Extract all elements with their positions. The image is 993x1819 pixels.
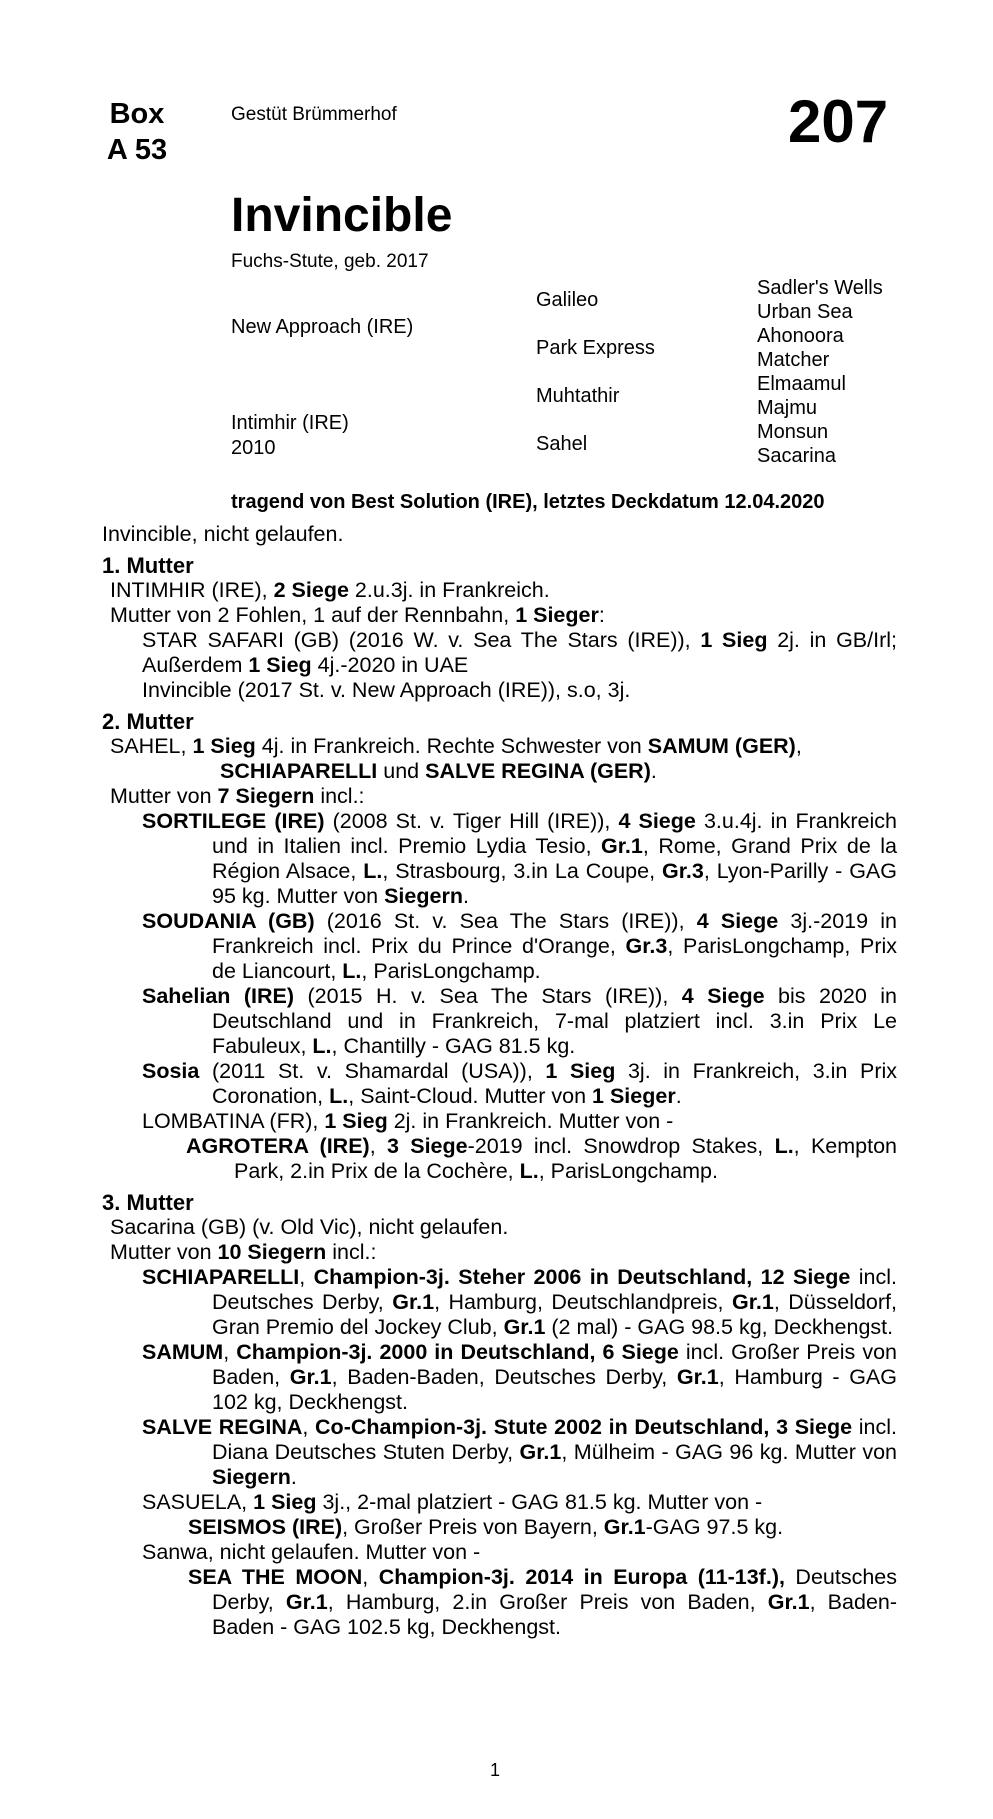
produce-item: SORTILEGE (IRE) (2008 St. v. Tiger Hill (IRE)), 4 Siege 3.u.4j. in Frankreich und in Italien incl. Premio Lydia Tesio, Gr.1, Rome, Grand Prix de la Région Alsace, L., Strasbourg, 3.in La Coupe, Gr.3, Lyon-Parilly - GAG 95 kg. Mutter von Siegern.: [142, 809, 897, 908]
pedigree-dam: Intimhir (IRE): [231, 412, 349, 434]
pedigree-gen3: Majmu: [757, 397, 818, 419]
produce-item: SOUDANIA (GB) (2016 St. v. Sea The Stars (IRE)), 4 Siege 3j.-2019 in Frankreich incl. Prix du Prince d'Orange, Gr.3, ParisLongchamp, Prix de Liancourt, L., ParisLongchamp.: [142, 909, 897, 983]
pregnancy-note: tragend von Best Solution (IRE), letztes Deckdatum 12.04.2020: [231, 491, 825, 513]
horse-name: Invincible: [231, 189, 453, 242]
third-dam-produce: Mutter von 10 Siegern incl.:: [110, 1240, 377, 1264]
stud-name: Gestüt Brümmerhof: [231, 104, 397, 125]
page-number: 1: [490, 1760, 501, 1780]
pedigree-gen2: Galileo: [536, 289, 599, 311]
produce-item: Sosia (2011 St. v. Shamardal (USA)), 1 Sieg 3j. in Frankreich, 3.in Prix Coronation, L., Saint-Cloud. Mutter von 1 Sieger.: [142, 1059, 898, 1108]
produce-item: SASUELA, 1 Sieg 3j., 2-mal platziert - GAG 81.5 kg. Mutter von -: [142, 1490, 763, 1514]
pedigree-sire: New Approach (IRE): [231, 316, 414, 338]
pedigree-gen3: Elmaamul: [757, 373, 846, 395]
second-dam-line: SAHEL, 1 Sieg 4j. in Frankreich. Rechte Schwester von SAMUM (GER), SCHIAPARELLI und SALVE REGINA (GER).: [110, 734, 802, 783]
family-text: [102, 522, 897, 1640]
first-dam-produce-item: STAR SAFARI (GB) (2016 W. v. Sea The Stars (IRE)), 1 Sieg 2j. in GB/Irl; Außerdem 1 Sieg 4j.-2020 in UAE: [142, 628, 897, 677]
racing-record: Invincible, nicht gelaufen.: [102, 522, 344, 546]
pedigree-gen2: Sahel: [536, 433, 588, 455]
box-label: [102, 96, 172, 168]
pedigree-gen3: Sacarina: [757, 445, 836, 467]
pedigree-gen3: Urban Sea: [757, 301, 853, 323]
pedigree-gen2: Muhtathir: [536, 385, 620, 407]
produce-item: Sanwa, nicht gelaufen. Mutter von -: [142, 1540, 481, 1564]
first-dam-produce-item: Invincible (2017 St. v. New Approach (IRE)), s.o, 3j.: [142, 678, 631, 702]
pedigree-gen3: Monsun: [757, 421, 829, 443]
produce-item: SCHIAPARELLI, Champion-3j. Steher 2006 in Deutschland, 12 Siege incl. Deutsches Derby, Gr.1, Hamburg, Deutschlandpreis, Gr.1, Düsseldorf, Gran Premio del Jockey Club, Gr.1 (2 mal) - GAG 98.5 kg, Deckhengst.: [142, 1265, 897, 1339]
produce-item: SEISMOS (IRE), Großer Preis von Bayern, Gr.1-GAG 97.5 kg.: [188, 1515, 784, 1539]
third-dam-line: Sacarina (GB) (v. Old Vic), nicht gelaufen.: [110, 1215, 509, 1239]
produce-item: SAMUM, Champion-3j. 2000 in Deutschland, 6 Siege incl. Großer Preis von Baden, Gr.1, Baden-Baden, Deutsches Derby, Gr.1, Hamburg - GAG 102 kg, Deckhengst.: [142, 1340, 897, 1414]
second-dam-produce: Mutter von 7 Siegern incl.:: [110, 784, 365, 808]
produce-item: SALVE REGINA, Co-Champion-3j. Stute 2002 in Deutschland, 3 Siege incl. Diana Deutsches Stuten Derby, Gr.1, Mülheim - GAG 96 kg. Mutter von Siegern.: [142, 1415, 897, 1489]
produce-item: Sahelian (IRE) (2015 H. v. Sea The Stars (IRE)), 4 Siege bis 2020 in Deutschland und in Frankreich, 7-mal platziert incl. 3.in Prix Le Fabuleux, L., Chantilly - GAG 81.5 kg.: [142, 984, 898, 1058]
produce-item: AGROTERA (IRE), 3 Siege-2019 incl. Snowdrop Stakes, L., Kempton Park, 2.in Prix de la Cochère, L., ParisLongchamp.: [186, 1134, 897, 1183]
horse-description: Fuchs-Stute, geb. 2017: [231, 251, 429, 272]
pedigree-gen2: Park Express: [536, 337, 655, 359]
box-line1: Box: [109, 98, 165, 130]
produce-item: LOMBATINA (FR), 1 Sieg 2j. in Frankreich. Mutter von -: [142, 1109, 674, 1133]
first-dam-produce: Mutter von 2 Fohlen, 1 auf der Rennbahn, 1 Sieger:: [110, 603, 605, 627]
produce-item: SEA THE MOON, Champion-3j. 2014 in Europa (11-13f.), Deutsches Derby, Gr.1, Hamburg, 2.in Großer Preis von Baden, Gr.1, Baden-Baden - GAG 102.5 kg, Deckhengst.: [188, 1565, 898, 1639]
first-dam-heading: 1. Mutter: [102, 553, 194, 578]
pedigree-gen3: Matcher: [757, 349, 830, 371]
pedigree-gen3: Ahonoora: [757, 325, 844, 347]
first-dam-line: INTIMHIR (IRE), 2 Siege 2.u.3j. in Frankreich.: [110, 578, 550, 602]
pedigree-dam-year: 2010: [231, 437, 276, 459]
lot-number: 207: [788, 88, 889, 155]
second-dam-heading: 2. Mutter: [102, 709, 194, 734]
box-number: A 53: [106, 134, 168, 166]
pedigree-gen3: Sadler's Wells: [757, 277, 883, 299]
third-dam-heading: 3. Mutter: [102, 1190, 194, 1215]
